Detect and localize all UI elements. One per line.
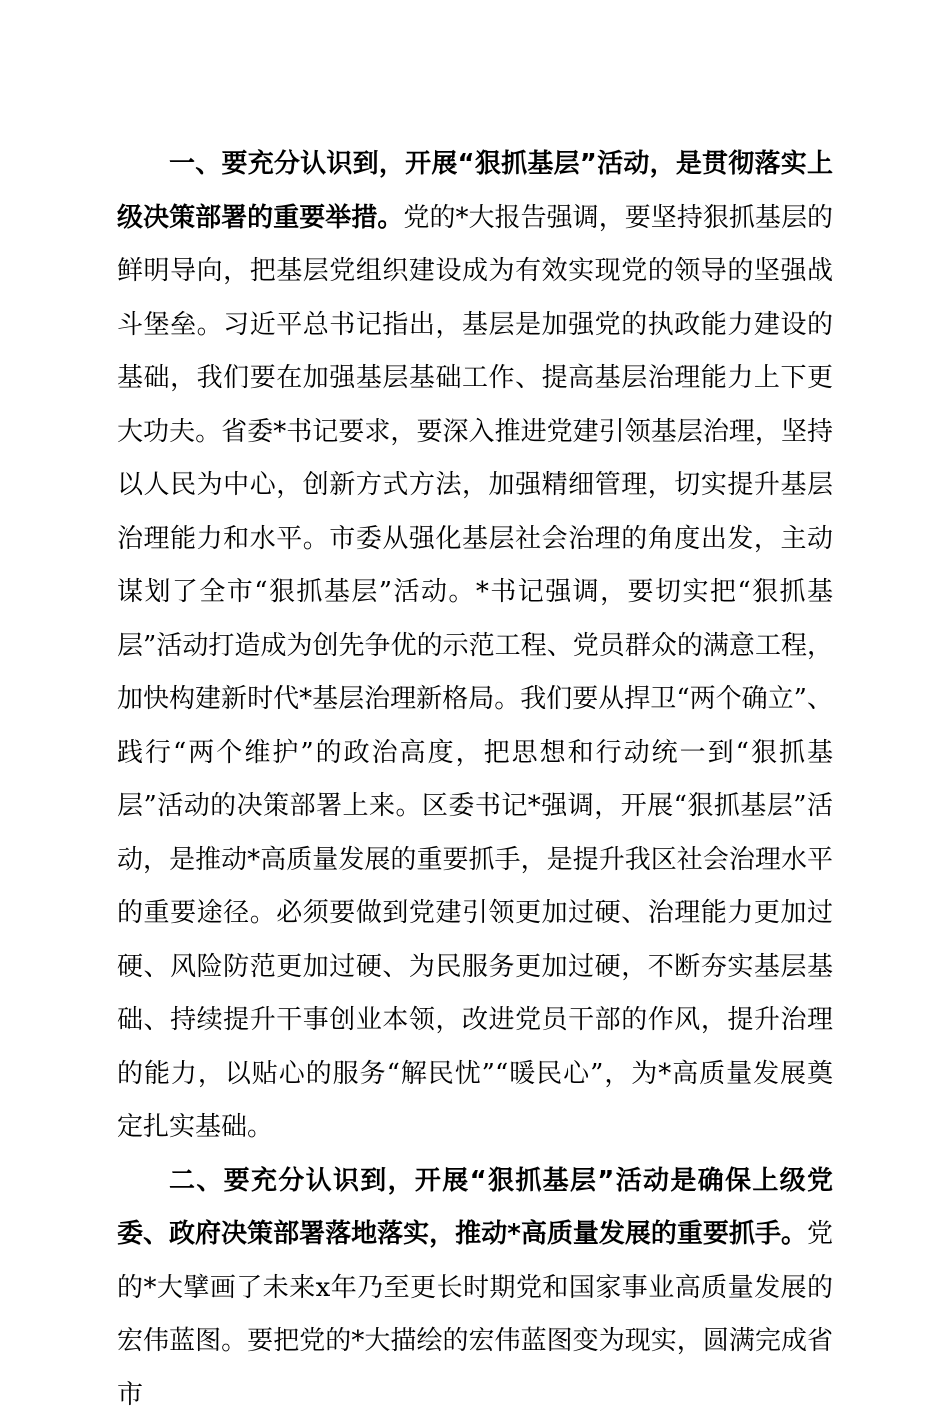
- paragraph-2-heading: 二、要充分认识到，开展“狠抓基层”活动是确保上级党委、政府决策部署落地落实，推动*高质量发展的重要抓手。: [117, 1166, 833, 1250]
- paragraph-1-heading: 一、要充分认识到，开展“狠抓基层”活动，是贯彻落实上级决策部署的重要举措。: [117, 149, 833, 233]
- paragraph-1: [117, 138, 833, 1155]
- paragraph-1-text: 党的*大报告强调，要坚持狠抓基层的鲜明导向，把基层党组织建设成为有效实现党的领导的坚强战斗堡垒。习近平总书记指出，基层是加强党的执政能力建设的基础，我们要在加强基层基础工作、提高基层治理能力上下更大功夫。省委*书记要求，要深入推进党建引领基层治理，坚持以人民为中心，创新方式方法，加强精细管理，切实提升基层治理能力和水平。市委从强化基层社会治理的角度出发，主动谋划了全市“狠抓基层”活动。*书记强调，要切实把“狠抓基层”活动打造成为创先争优的示范工程、党员群众的满意工程，加快构建新时代*基层治理新格局。我们要从捍卫“两个确立”、践行“两个维护”的政治高度，把思想和行动统一到“狠抓基层”活动的决策部署上来。区委书记*强调，开展“狠抓基层”活动，是推动*高质量发展的重要抓手，是提升我区社会治理水平的重要途径。必须要做到党建引领更加过硬、治理能力更加过硬、风险防范更加过硬、为民服务更加过硬，不断夯实基层基础、持续提升干事创业本领，改进党员干部的作风，提升治理的能力，以贴心的服务“解民忧”“暖民心”，为*高质量发展奠定扎实基础。: [117, 203, 833, 1143]
- paragraph-2: [117, 1155, 833, 1422]
- paragraph-2-text: 党的*大擘画了未来x年乃至更长时期党和国家事业高质量发展的宏伟蓝图。要把党的*大描绘的宏伟蓝图变为现实，圆满完成省市: [117, 1219, 833, 1410]
- document-body: [117, 138, 833, 1422]
